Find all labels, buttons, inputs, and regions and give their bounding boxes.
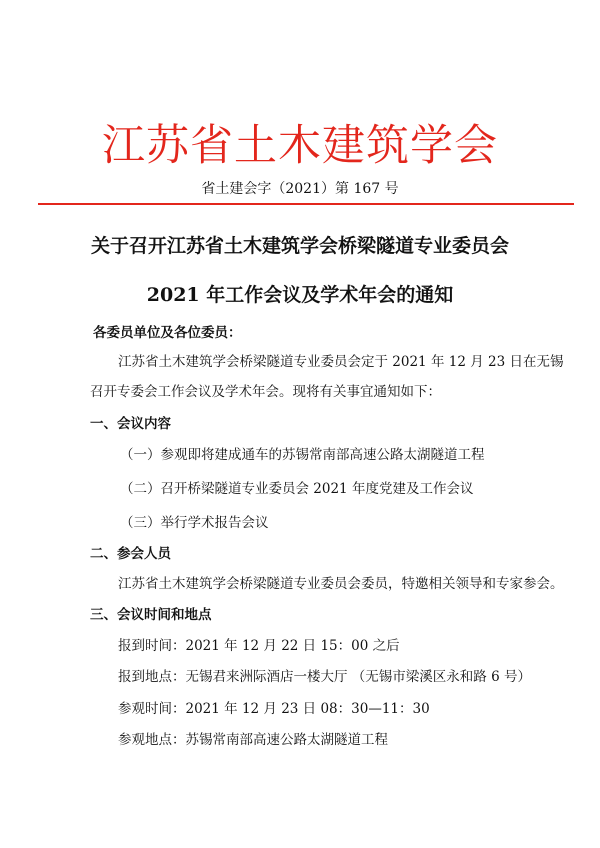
section-1-item-2: （二）召开桥梁隧道专业委员会 2021 年度党建及工作会议 <box>120 481 474 497</box>
salutation: 各委员单位及各位委员： <box>93 325 242 341</box>
organization-name: 江苏省土木建筑学会 <box>102 121 498 171</box>
intro-paragraph-line-2: 召开专委会工作会议及学术年会。现将有关事宜通知如下： <box>90 384 441 400</box>
section-2-text: 江苏省土木建筑学会桥梁隧道专业委员会委员，特邀相关领导和专家参会。 <box>118 576 564 592</box>
visit-time: 参观时间：2021 年 12 月 23 日 08：30—11：30 <box>118 701 430 717</box>
notice-title-line-2: 2021 年工作会议及学术年会的通知 <box>146 284 454 306</box>
section-2-heading: 二、参会人员 <box>90 546 171 562</box>
red-divider-line <box>38 203 574 205</box>
document-number: 省土建会字（2021）第 167 号 <box>201 181 399 197</box>
intro-paragraph-line-1: 江苏省土木建筑学会桥梁隧道专业委员会定于 2021 年 12 月 23 日在无锡 <box>118 354 564 370</box>
section-1-item-3: （三）举行学术报告会议 <box>120 515 269 531</box>
notice-title-line-1: 关于召开江苏省土木建筑学会桥梁隧道专业委员会 <box>90 235 509 257</box>
checkin-time: 报到时间：2021 年 12 月 22 日 15：00 之后 <box>118 638 400 654</box>
section-1-item-1: （一）参观即将建成通车的苏锡常南部高速公路太湖隧道工程 <box>120 447 485 463</box>
visit-location: 参观地点：苏锡常南部高速公路太湖隧道工程 <box>118 732 388 748</box>
section-3-heading: 三、会议时间和地点 <box>90 607 212 623</box>
section-1-heading: 一、会议内容 <box>90 416 171 432</box>
checkin-location: 报到地点：无锡君来洲际酒店一楼大厅 （无锡市梁溪区永和路 6 号） <box>118 669 531 685</box>
